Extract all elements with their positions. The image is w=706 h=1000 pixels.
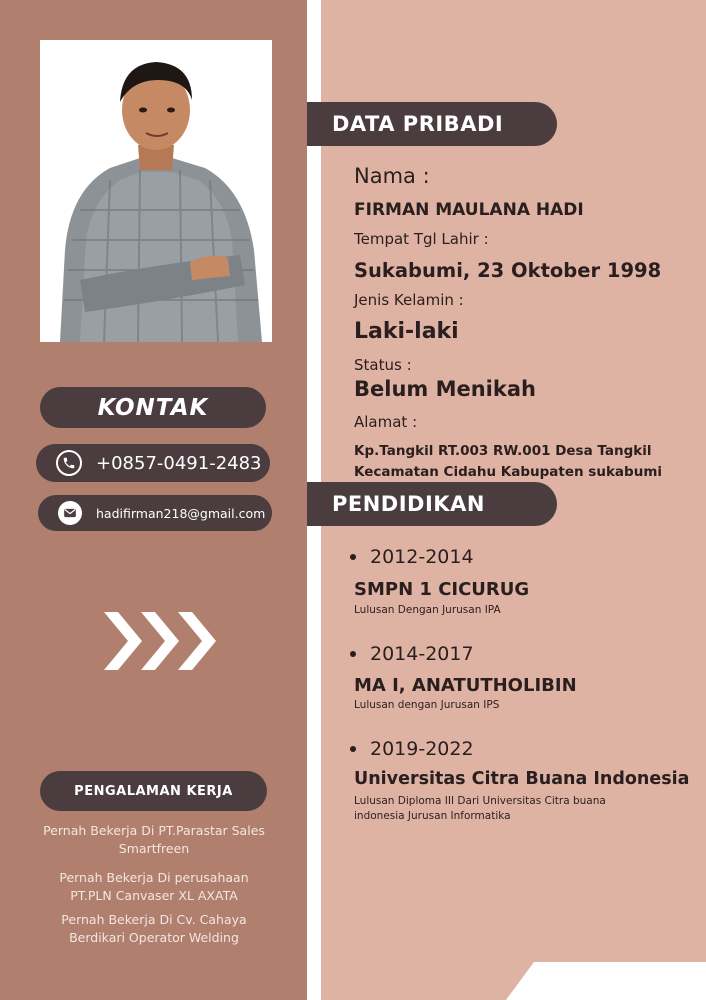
education-years: 2014-2017 bbox=[350, 643, 474, 665]
personal-data-header: DATA PRIBADI bbox=[307, 102, 557, 146]
name-label: Nama : bbox=[354, 164, 430, 188]
email-address: hadifirman218@gmail.com bbox=[96, 505, 266, 521]
contact-header: KONTAK bbox=[40, 387, 266, 428]
experience-item: Pernah Bekerja Di perusahaan PT.PLN Canvaser XL AXATA bbox=[59, 870, 249, 903]
education-header: PENDIDIKAN bbox=[307, 482, 557, 526]
education-years: 2019-2022 bbox=[350, 738, 474, 760]
phone-icon bbox=[56, 450, 82, 476]
education-note: Lulusan dengan Jurusan IPS bbox=[354, 699, 500, 711]
bullet-icon bbox=[350, 554, 356, 560]
education-school: Universitas Citra Buana Indonesia bbox=[354, 769, 690, 789]
profile-photo bbox=[40, 40, 272, 342]
mail-icon bbox=[58, 501, 82, 525]
education-note: Lulusan Diploma III Dari Universitas Citra buana indonesia Jurusan Informatika bbox=[354, 795, 606, 822]
address-value: Kp.Tangkil RT.003 RW.001 Desa Tangkil Kecamatan Cidahu Kabupaten sukabumi bbox=[354, 443, 663, 480]
education-school: SMPN 1 CICURUG bbox=[354, 579, 530, 600]
chevron-arrows-icon bbox=[104, 612, 216, 670]
status-label: Status : bbox=[354, 356, 412, 374]
experience-item: Pernah Bekerja Di Cv. Cahaya Berdikari Operator Welding bbox=[61, 912, 247, 945]
gender-label: Jenis Kelamin : bbox=[354, 291, 464, 309]
bullet-icon bbox=[350, 651, 356, 657]
name-value: FIRMAN MAULANA HADI bbox=[354, 200, 584, 220]
phone-number: +0857-0491-2483 bbox=[96, 452, 262, 474]
education-school: MA I, ANATUTHOLIBIN bbox=[354, 675, 577, 696]
email-contact[interactable] bbox=[38, 495, 272, 531]
bullet-icon bbox=[350, 746, 356, 752]
education-note: Lulusan Dengan Jurusan IPA bbox=[354, 604, 501, 616]
corner-decoration bbox=[506, 962, 706, 1000]
education-years: 2012-2014 bbox=[350, 546, 474, 568]
gender-value: Laki-laki bbox=[354, 319, 459, 344]
experience-item: Pernah Bekerja Di PT.Parastar Sales Smartfreen bbox=[43, 823, 265, 856]
status-value: Belum Menikah bbox=[354, 377, 536, 401]
birth-label: Tempat Tgl Lahir : bbox=[354, 230, 489, 248]
experience-header: PENGALAMAN KERJA bbox=[40, 771, 267, 811]
birth-value: Sukabumi, 23 Oktober 1998 bbox=[354, 259, 662, 282]
address-label: Alamat : bbox=[354, 413, 418, 431]
person-illustration bbox=[40, 40, 272, 342]
phone-contact[interactable] bbox=[36, 444, 270, 482]
